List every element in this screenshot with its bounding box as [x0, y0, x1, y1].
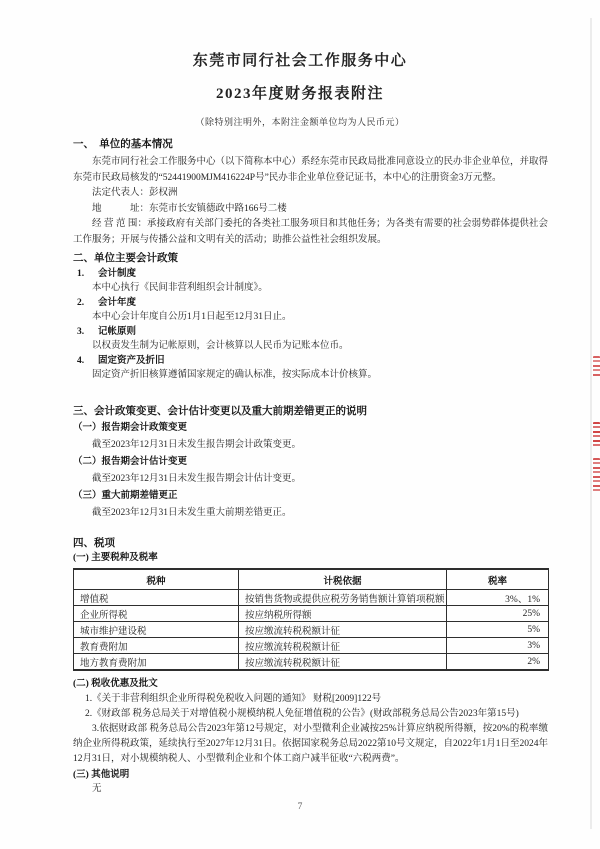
change-item-title: （二）报告期会计估计变更	[73, 457, 188, 467]
section-3-heading: 三、会计政策变更、会计估计变更以及重大前期差错更正的说明	[73, 406, 367, 417]
change-item-title: （一）报告期会计政策变更	[73, 423, 188, 433]
tax-incentive-item-2: 2.《财政部 税务总局关于对增值税小规模纳税人免征增值税的公告》(财政部税务总局公告2023年第15号)	[85, 709, 519, 719]
policy-item-4	[73, 354, 548, 382]
policy-item-number: 1.	[77, 269, 85, 279]
document-header	[0, 0, 600, 129]
policy-item-title-text: 固定资产及折旧	[98, 356, 165, 366]
section-1-heading: 一、 单位的基本情况	[73, 139, 173, 150]
legal-representative-line: 法定代表人：彭权洲	[92, 188, 178, 198]
tax-rate-table	[73, 568, 549, 671]
tax-basis-cell: 按应缴流转税税额计征	[239, 622, 447, 638]
tax-table-header-row	[74, 569, 549, 590]
tax-basis-cell: 按应纳税所得额	[239, 606, 447, 622]
policy-item-body: 本中心执行《民间非营利组织会计制度》。	[92, 283, 268, 293]
table-row	[74, 590, 549, 606]
tax-type-cell: 地方教育费附加	[74, 654, 239, 671]
tax-rate-cell: 3%、1%	[447, 590, 549, 606]
change-item-2	[73, 454, 548, 488]
policy-item-title-text: 会计年度	[98, 298, 137, 308]
tax-rate-cell: 5%	[447, 622, 549, 638]
address-line: 地 址：东莞市长安镇德政中路166号二楼	[92, 203, 287, 214]
section-1-intro-paragraph: 东莞市同行社会工作服务中心（以下简称本中心）系经东莞市民政局批准同意设立的民办非企业单位，并取得东莞市民政局核发的“52441900MJM416224P号”民办非企业单位登记证书，本中心的注册资金3万元整。	[73, 157, 549, 183]
tax-type-cell: 城市维护建设税	[74, 622, 239, 638]
page-number: 7	[297, 802, 303, 812]
policy-item-body: 以权责发生制为记帐原则，会计核算以人民币为记账本位币。	[92, 341, 349, 351]
tax-table-header-rate: 税率	[447, 569, 549, 590]
policy-item-title	[73, 296, 548, 310]
change-item-3	[73, 488, 548, 522]
red-stamp-fragment	[593, 458, 600, 492]
change-item-body: 截至2023年12月31日未发生重大前期差错更正。	[92, 508, 292, 518]
policy-item-1	[73, 267, 548, 295]
red-stamp-fragment	[593, 356, 600, 378]
policy-item-number: 4.	[77, 356, 85, 366]
tax-basis-cell: 按应缴流转税税额计征	[239, 654, 447, 671]
policy-item-body: 固定资产折旧核算遵循国家规定的确认标准，按实际成本计价核算。	[92, 370, 378, 380]
policy-item-title	[73, 325, 548, 339]
policy-item-title	[73, 267, 548, 281]
policy-item-2	[73, 296, 548, 324]
other-notes-body: 无	[92, 784, 102, 794]
tax-basis-cell: 按应缴流转税税额计征	[239, 638, 447, 654]
tax-incentive-item-3: 3.依据财政部 税务总局公告2023年第12号规定，对小型微利企业减按25%计算应纳税所得额，按20%的税率缴纳企业所得税政策，延续执行至2027年12月31日。依据国家税务总局2022第10号文规定，自2022年1月1日至2024年12月31日，对小规模纳税人、小型微利企业和个体工商户减半征收“六税两费”。	[73, 724, 549, 764]
section-2-heading: 二、单位主要会计政策	[73, 253, 178, 264]
document-body	[73, 129, 548, 797]
org-name-title: 东莞市同行社会工作服务中心	[192, 53, 408, 69]
policy-item-body: 本中心会计年度自公历1月1日起至12月31日止。	[92, 312, 292, 322]
red-stamp-fragment	[593, 422, 600, 448]
tax-incentives-subheading: (二) 税收优惠及批文	[73, 679, 158, 689]
tax-rates-subheading: (一) 主要税种及税率	[73, 553, 158, 563]
business-scope-line: 经 营 范 围：承接政府有关部门委托的各类社工服务项目和其他任务；为各类有需要的社会弱势群体提供社会工作服务；开展与传播公益和文明有关的活动；助推公益性社会组织发展。	[73, 219, 548, 245]
policy-item-title	[73, 354, 548, 368]
change-item-1	[73, 420, 548, 454]
table-row	[74, 654, 549, 671]
tax-type-cell: 教育费附加	[74, 638, 239, 654]
other-notes-subheading: (三) 其他说明	[73, 770, 130, 780]
tax-type-cell: 企业所得税	[74, 606, 239, 622]
report-title: 2023年度财务报表附注	[215, 86, 384, 102]
table-row	[74, 606, 549, 622]
section-4-heading: 四、税项	[73, 538, 115, 549]
table-row	[74, 622, 549, 638]
change-item-body: 截至2023年12月31日未发生报告期会计估计变更。	[92, 474, 302, 484]
tax-table-header-basis: 计税依据	[239, 569, 447, 590]
tax-rate-cell: 3%	[447, 638, 549, 654]
tax-basis-cell: 按销售货物或提供应税劳务销售额计算销项税额	[239, 590, 447, 606]
tax-incentive-item-1: 1.《关于非营利组织企业所得税免税收入问题的通知》 财税[2009]122号	[85, 694, 382, 704]
currency-note: （除特别注明外，本附注金额单位均为人民币元）	[195, 117, 405, 127]
table-row	[74, 638, 549, 654]
tax-rate-cell: 25%	[447, 606, 549, 622]
policy-item-number: 3.	[77, 327, 85, 337]
tax-rate-cell: 2%	[447, 654, 549, 671]
policy-item-title-text: 记帐原则	[98, 327, 137, 337]
policy-item-number: 2.	[77, 298, 85, 308]
policy-item-3	[73, 325, 548, 353]
tax-type-cell: 增值税	[74, 590, 239, 606]
policy-item-title-text: 会计制度	[98, 269, 137, 279]
change-item-body: 截至2023年12月31日未发生报告期会计政策变更。	[92, 440, 302, 450]
page-edge-shadow	[590, 18, 592, 829]
change-item-title: （三）重大前期差错更正	[73, 491, 178, 501]
tax-table-header-taxtype: 税种	[74, 569, 239, 590]
